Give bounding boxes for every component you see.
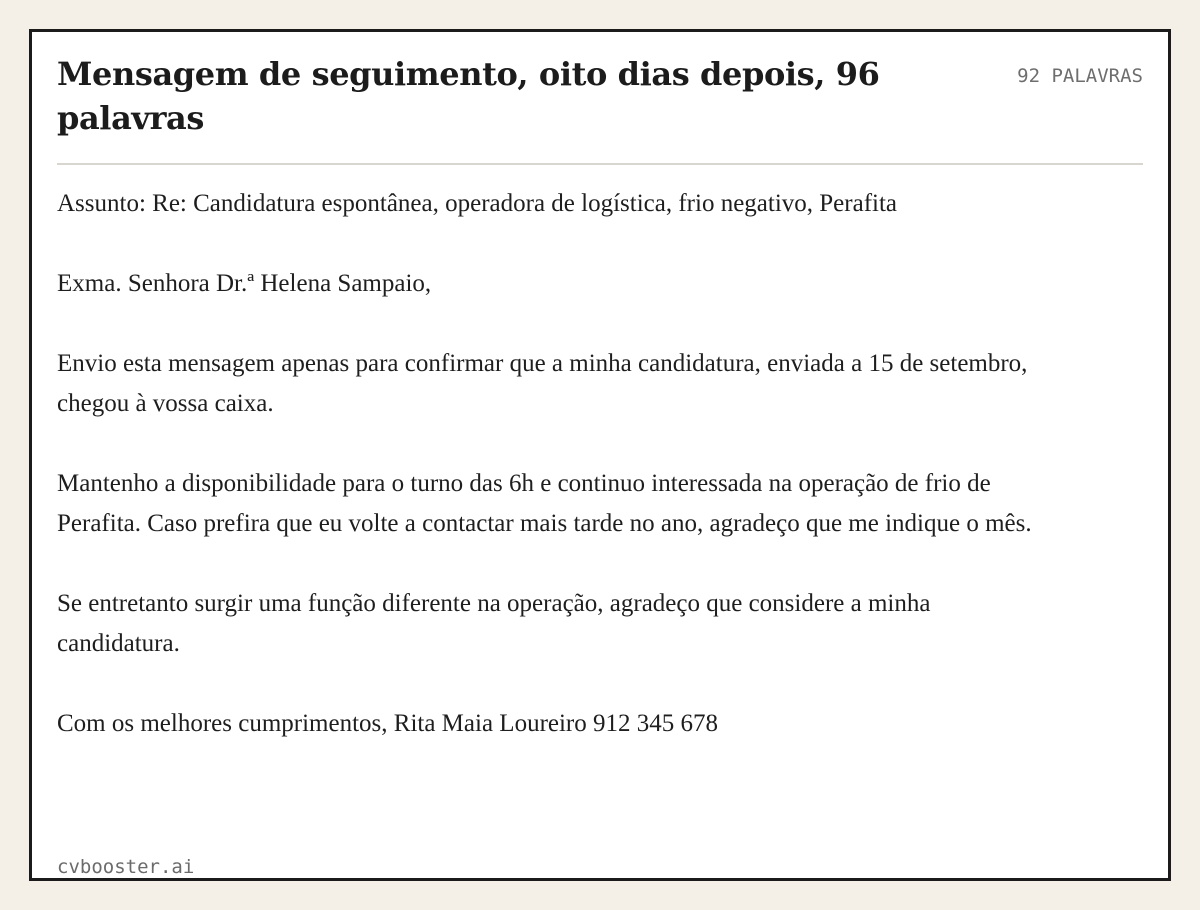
message-paragraph: Envio esta mensagem apenas para confirmar que a minha candidatura, enviada a 15 de setembro, chegou à vossa caixa. bbox=[57, 350, 1028, 417]
message-card bbox=[29, 29, 1171, 881]
message-subject: Assunto: Re: Candidatura espontânea, operadora de logística, frio negativo, Perafita bbox=[57, 190, 898, 217]
message-paragraph: Mantenho a disponibilidade para o turno das 6h e continuo interessada na operação de frio de Perafita. Caso prefira que eu volte a contactar mais tarde no ano, agradeço que me indique o mês. bbox=[57, 470, 1032, 537]
message-paragraph: Se entretanto surgir uma função diferente na operação, agradeço que considere a minha candidatura. bbox=[57, 590, 931, 657]
card-title: Mensagem de seguimento, oito dias depois, 96 palavras bbox=[57, 55, 880, 137]
message-closing: Com os melhores cumprimentos, Rita Maia Loureiro 912 345 678 bbox=[57, 710, 719, 737]
header-divider bbox=[57, 163, 1143, 165]
brand-footer: cvbooster.ai bbox=[57, 856, 195, 878]
card-header bbox=[57, 52, 1143, 140]
message-body bbox=[57, 184, 1047, 744]
message-greeting: Exma. Senhora Dr.ª Helena Sampaio, bbox=[57, 270, 432, 297]
word-count-label: 92 PALAVRAS bbox=[1017, 65, 1143, 87]
